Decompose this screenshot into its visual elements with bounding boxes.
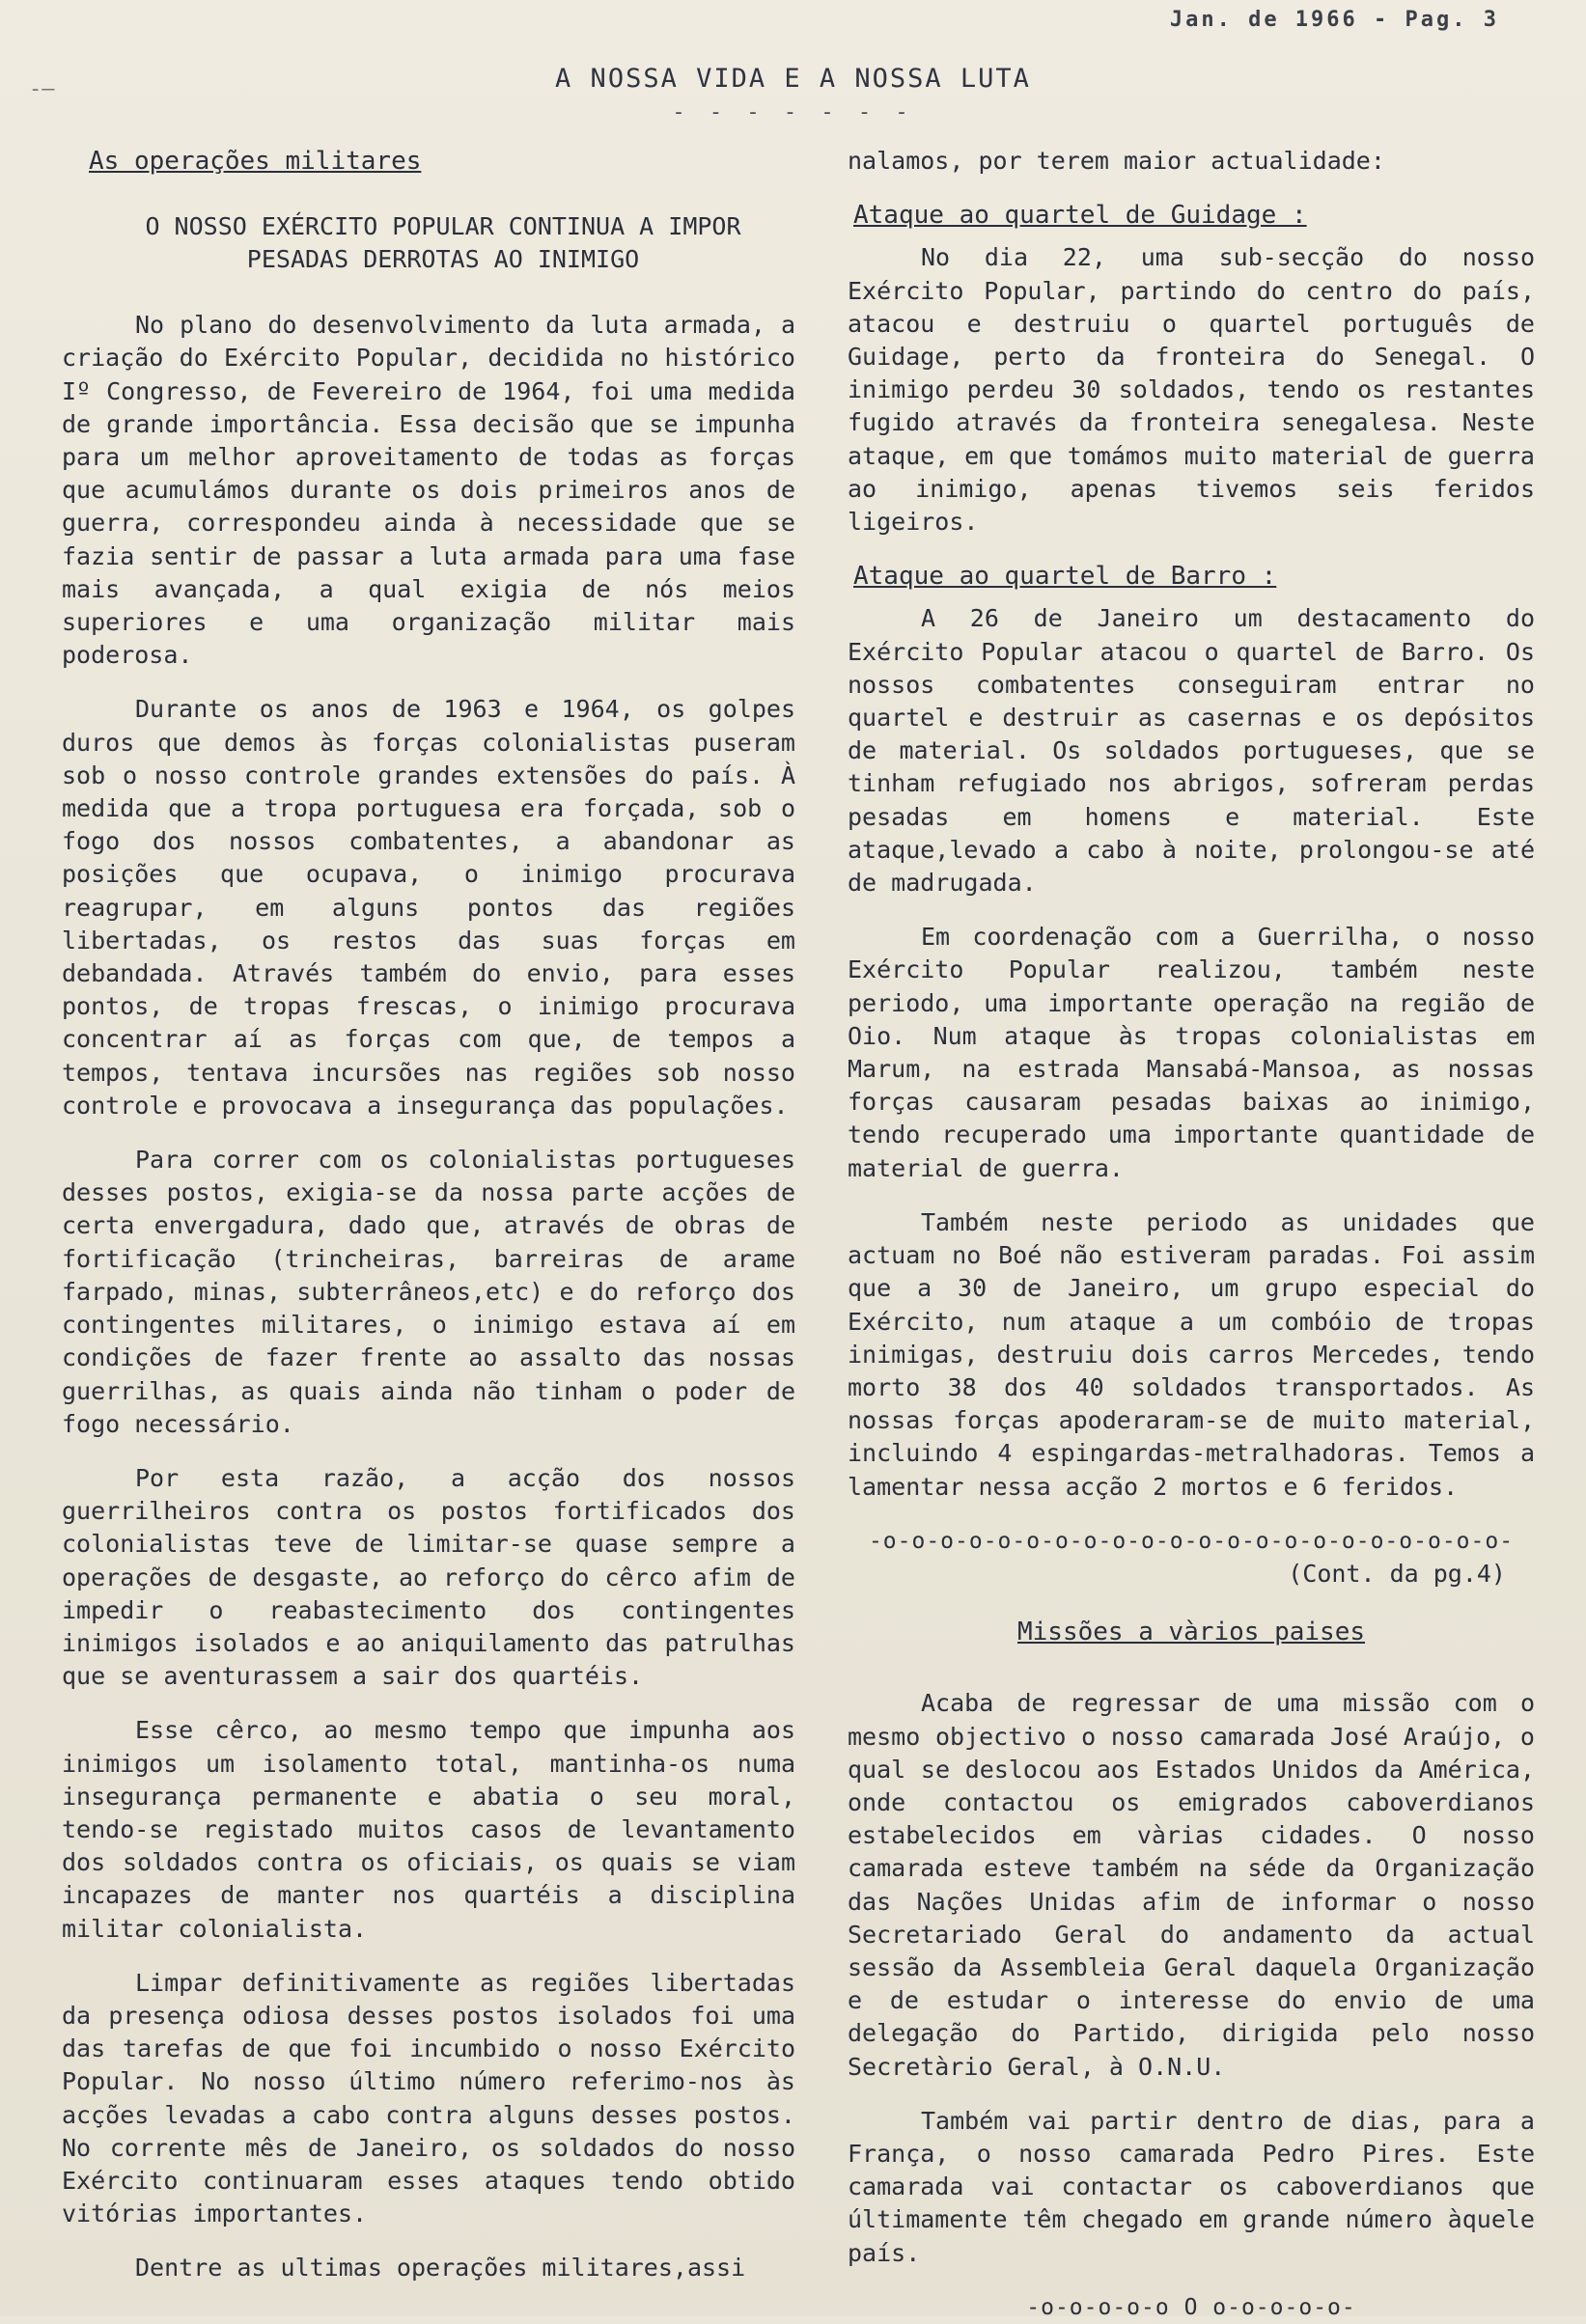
margin-mark: -‒: [29, 77, 55, 101]
separator: -o-o-o-o-o-o-o-o-o-o-o-o-o-o-o-o-o-o-o-o-o-o-: [868, 1528, 1515, 1554]
subheading-guidage: Ataque ao quartel de Guidage :: [853, 201, 1307, 231]
paragraph: Também neste periodo as unidades que actuam no Boé não estiveram paradas. Foi assim que a 30 de Janeiro, um grupo especial do Exército, num ataque a um combóio de tropas inimigas, destruiu dois carros Mercedes, tendo morto 38 dos 40 soldados transportados. As nossas forças apoderaram-se de muito material, incluindo 4 espingardas-metralhadoras. Temos a lamentar nessa acção 2 mortos e 6 feridos.: [848, 1207, 1535, 1501]
paragraph: Por esta razão, a acção dos nossos guerrilheiros contra os postos fortificados dos colonialistas teve de limitar-se quase sempre a operações de desgaste, ao reforço do cêrco afim de impedir o reabastecimento dos contingentes inimigos isolados e ao aniquilamento das patrulhas que se aventurassem a sair dos quartéis.: [62, 1463, 795, 1691]
left-column: [62, 145, 795, 2307]
headline: [62, 210, 795, 276]
masthead-title: A NOSSA VIDA E A NOSSA LUTA: [555, 64, 1031, 94]
missions-title: Missões a vàrios paises: [1016, 1618, 1366, 1647]
headline-line-1: O NOSSO EXÉRCITO POPULAR CONTINUA A IMPOR: [145, 212, 741, 241]
paragraph: Acaba de regressar de uma missão com o mesmo objectivo o nosso camarada José Araújo, o qual se deslocou aos Estados Unidos da América, onde contactou os emigrados caboverdianos estabelecidos em vàrias cidades. O nosso camarada esteve também na séde da Organização das Nações Unidas afim de informar o nosso Secretariado Geral do andamento da actual sessão da Assembleia Geral daquela Organização e de estudar o interesse do envio de uma delegação do Partido, dirigida pelo nosso Secretàrio Geral, à O.N.U.: [848, 1689, 1535, 2081]
paragraph: Para correr com os colonialistas portugueses desses postos, exigia-se da nossa parte acções de certa envergadura, dado que, através de obras de fortificação (trincheiras, barreiras de arame farpado, minas, subterrâneos,etc) e do reforço dos contingentes militares, o inimigo estava aí em condições de fazer frente ao assalto das nossas guerrilhas, as quais ainda não tinham o poder de fogo necessário.: [62, 1146, 795, 1438]
paragraph: Em coordenação com a Guerrilha, o nosso Exército Popular realizou, também neste periodo, uma importante operação na região de Oio. Num ataque às tropas colonialistas em Marum, na estrada Mansabá-Mansoa, as nossas forças causaram pesadas baixas ao inimigo, tendo recuperado uma importante quantidade de material de guerra.: [848, 923, 1535, 1182]
continuation-reference: (Cont. da pg.4): [1288, 1559, 1506, 1588]
right-column: [848, 145, 1535, 2324]
page-reference: Jan. de 1966 - Pag. 3: [1169, 8, 1499, 32]
paragraph: A 26 de Janeiro um destacamento do Exército Popular atacou o quartel de Barro. Os nossos combatentes conseguiram entrar no quartel e destruir as casernas e os depósitos de material. Os soldados portugueses, que se tinham refugiado nos abrigos, sofreram perdas pesadas em homens e material. Este ataque,levado a cabo à noite, prolongou-se até de madrugada.: [848, 604, 1535, 898]
paragraph: No plano do desenvolvimento da luta armada, a criação do Exército Popular, decidida no histórico Iº Congresso, de Fevereiro de 1964, foi uma medida de grande importância. Essa decisão que se impunha para um melhor aproveitamento de todas as forças que acumulámos durante os dois primeiros anos de guerra, correspondeu ainda à necessidade que se fazia sentir de passar a luta armada para uma fase mais avançada, a qual exigia de nós meios superiores e uma organização militar mais poderosa.: [62, 311, 795, 670]
end-separator: -o-o-o-o-o O o-o-o-o-o-: [1026, 2294, 1356, 2320]
continuation-line: nalamos, por terem maior actualidade:: [848, 147, 1385, 175]
headline-line-2: PESADAS DERROTAS AO INIMIGO: [246, 245, 640, 274]
paragraph: Durante os anos de 1963 e 1964, os golpes duros que demos às forças colonialistas puseram sob o nosso controle grandes extensões do país. À medida que a tropa portuguesa era forçada, sob o fogo dos nossos combatentes, a abandonar as posições que ocupava, o inimigo procurava reagrupar, em alguns pontos das regiões libertadas, os restos das suas forças em debandada. Através também do envio, para esses pontos, de tropas frescas, o inimigo procurava concentrar aí as forças com que, de tempos a tempos, tentava incursões nas regiões sob nosso controle e provocava a insegurança das populações.: [62, 695, 795, 1120]
paragraph: Esse cêrco, ao mesmo tempo que impunha aos inimigos um isolamento total, mantinha-os numa insegurança permanente e abatia o seu moral, tendo-se registado muitos casos de levantamento dos soldados contra os oficiais, os quais se viam incapazes de manter nos quartéis a disciplina militar colonialista.: [62, 1716, 795, 1943]
paragraph: Dentre as ultimas operações militares,assi: [135, 2254, 746, 2282]
section-title: As operações militares: [89, 147, 422, 176]
paragraph: No dia 22, uma sub-secção do nosso Exército Popular, partindo do centro do país, atacou e destruiu o quartel português de Guidage, perto da fronteira do Senegal. O inimigo perdeu 30 soldados, tendo os restantes fugido através da fronteira senegalesa. Neste ataque, em que tomámos muito material de guerra ao inimigo, apenas tivemos seis feridos ligeiros.: [848, 243, 1535, 537]
masthead-rule: - - - - - - -: [672, 100, 914, 124]
subheading-barro: Ataque ao quartel de Barro :: [853, 562, 1277, 592]
paragraph: Limpar definitivamente as regiões libertadas da presença odiosa desses postos isolados foi uma das tarefas de que foi incumbido o nosso Exército Popular. No nosso último número referimo-nos às acções levadas a cabo contra alguns desses postos. No corrente mês de Janeiro, os soldados do nosso Exército continuaram esses ataques tendo obtido vitórias importantes.: [62, 1968, 795, 2228]
paragraph: Também vai partir dentro de dias, para a França, o nosso camarada Pedro Pires. Este camarada vai contactar os caboverdianos que últimamente têm chegado em grande número àquele país.: [848, 2106, 1535, 2267]
